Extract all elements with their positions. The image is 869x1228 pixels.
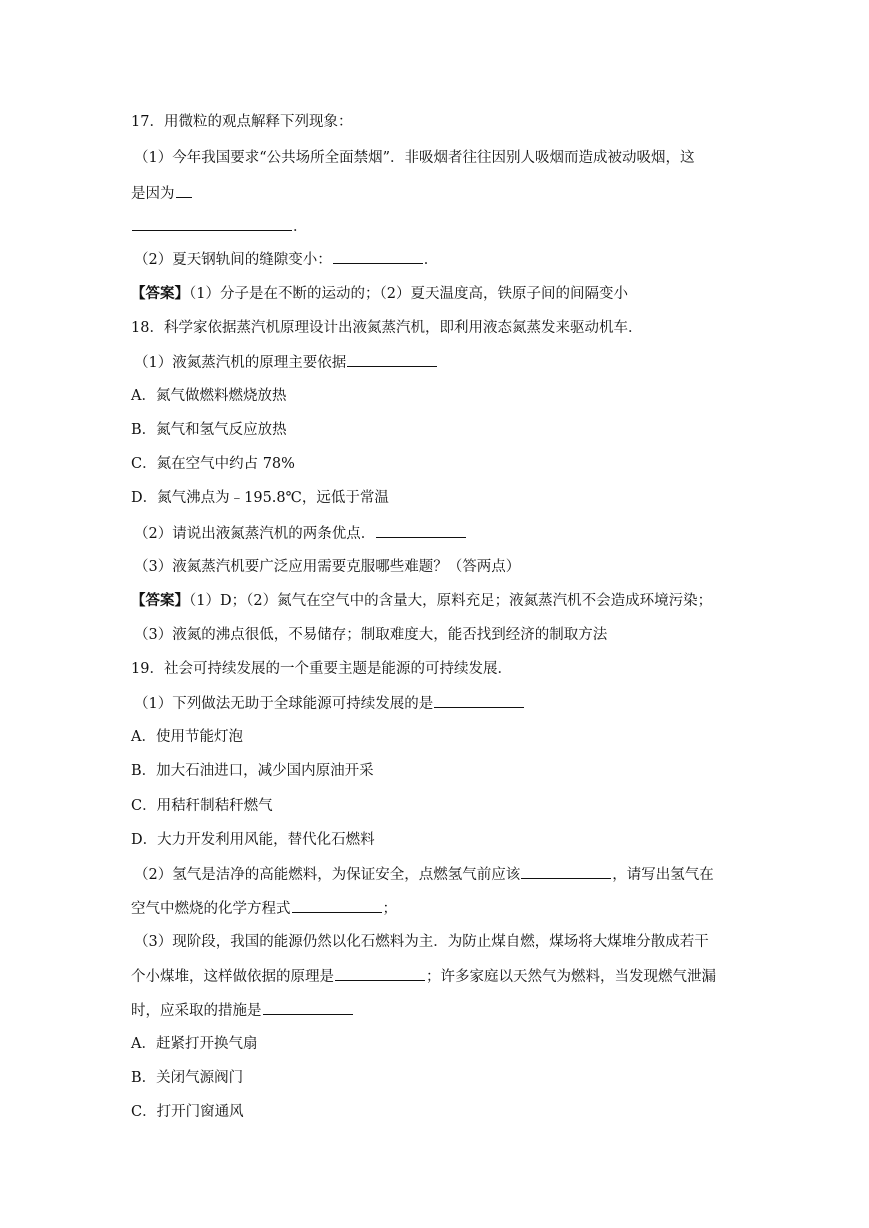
q18-option-c: C．氮在空气中约占 78% (131, 456, 295, 472)
q19-option2-c: C．打开门窗通风 (131, 1104, 244, 1120)
q19-part2-text-b: ，请写出氢气在 (612, 867, 714, 883)
q19-part1 (134, 693, 525, 714)
q19-option-a: A．使用节能灯泡 (131, 729, 243, 745)
q19-part3-line2 (131, 966, 716, 987)
q18-answer-line2: （3）液氮的沸点很低，不易储存；制取难度大，能否找到经济的制取方法 (134, 627, 608, 643)
q17-blank-1b[interactable] (132, 216, 292, 231)
q17-part1-text: 是因为 (131, 186, 175, 202)
q18-option-a: A．氮气做燃料燃烧放热 (131, 388, 287, 404)
q18-part2 (134, 523, 467, 544)
q18-blank-2[interactable] (376, 523, 466, 538)
q17-part2 (134, 249, 438, 270)
q17-title: 17．用微粒的观点解释下列现象： (131, 114, 353, 130)
q19-part2-text-c: 空气中燃烧的化学方程式 (131, 901, 291, 917)
q17-answer (131, 284, 628, 304)
q19-part1-text: （1）下列做法无助于全球能源可持续发展的是 (134, 696, 434, 712)
q19-part3-line1: （3）现阶段，我国的能源仍然以化石燃料为主．为防止煤自燃，煤场将大煤堆分散成若干 (134, 934, 709, 950)
q18-blank-1[interactable] (347, 352, 437, 367)
q17-blank-2[interactable] (333, 249, 423, 264)
q19-title: 19．社会可持续发展的一个重要主题是能源的可持续发展． (131, 661, 512, 677)
q18-answer-line1: （1）D；（2）氮气在空气中的含量大，原料充足；液氮蒸汽机不会造成环境污染； (189, 593, 713, 609)
q17-part2-text: （2）夏天钢轨间的缝隙变小： (134, 252, 332, 268)
q18-part3: （3）液氮蒸汽机要广泛应用需要克服哪些难题？（答两点） (134, 559, 521, 575)
q18-option-d: D．氮气沸点为﹣195.8℃，远低于常温 (131, 490, 389, 506)
q19-option-c: C．用秸秆制秸秆燃气 (131, 798, 273, 814)
q19-option-b: B．加大石油进口，减少国内原油开采 (131, 763, 374, 779)
q17-answer-text: （1）分子是在不断的运动的；（2）夏天温度高，铁原子间的间隔变小 (189, 286, 628, 302)
answer-tag: 【答案】 (131, 285, 189, 302)
q19-part2-line2 (131, 898, 397, 919)
q19-blank-3b[interactable] (263, 1000, 353, 1015)
q19-part3-text-b: ；许多家庭以天然气为燃料，当发现燃气泄漏 (426, 969, 716, 985)
q19-blank-2b[interactable] (292, 898, 382, 913)
q19-option2-a: A．赶紧打开换气扇 (131, 1036, 258, 1052)
answer-tag: 【答案】 (131, 592, 189, 609)
q17-part2-end: ． (423, 252, 439, 268)
q19-part3-text-c: 时，应采取的措施是 (131, 1003, 262, 1019)
q18-part2-text: （2）请说出液氮蒸汽机的两条优点． (134, 526, 376, 542)
q18-part1 (134, 352, 438, 373)
q18-option-b: B．氮气和氢气反应放热 (131, 422, 287, 438)
q19-blank-2a[interactable] (521, 864, 611, 879)
q17-blank-1a[interactable] (176, 183, 192, 198)
q19-part2-line1 (134, 864, 714, 885)
q17-part1-line1: （1）今年我国要求“公共场所全面禁烟”．非吸烟者往往因别人吸烟而造成被动吸烟，这 (134, 150, 695, 166)
q18-title: 18．科学家依据蒸汽机原理设计出液氮蒸汽机，即利用液态氮蒸发来驱动机车． (131, 320, 643, 336)
q19-part2-text-a: （2）氢气是洁净的高能燃料，为保证安全，点燃氢气前应该 (134, 867, 521, 883)
q19-part2-end: ； (382, 901, 397, 917)
q19-part3-line3 (131, 1000, 354, 1021)
q19-option-d: D．大力开发利用风能，替代化石燃料 (131, 832, 375, 848)
q19-part3-text-a: 个小煤堆，这样做依据的原理是 (131, 969, 334, 985)
q19-blank-3a[interactable] (335, 966, 425, 981)
q17-part1-line2 (131, 183, 193, 204)
q19-blank-1[interactable] (434, 693, 524, 708)
q19-option2-b: B．关闭气源阀门 (131, 1070, 244, 1086)
q17-part1-end: ． (293, 219, 308, 235)
q17-part1-line3 (131, 216, 308, 237)
q18-part1-text: （1）液氮蒸汽机的原理主要依据 (134, 355, 347, 371)
q18-answer (131, 591, 712, 611)
